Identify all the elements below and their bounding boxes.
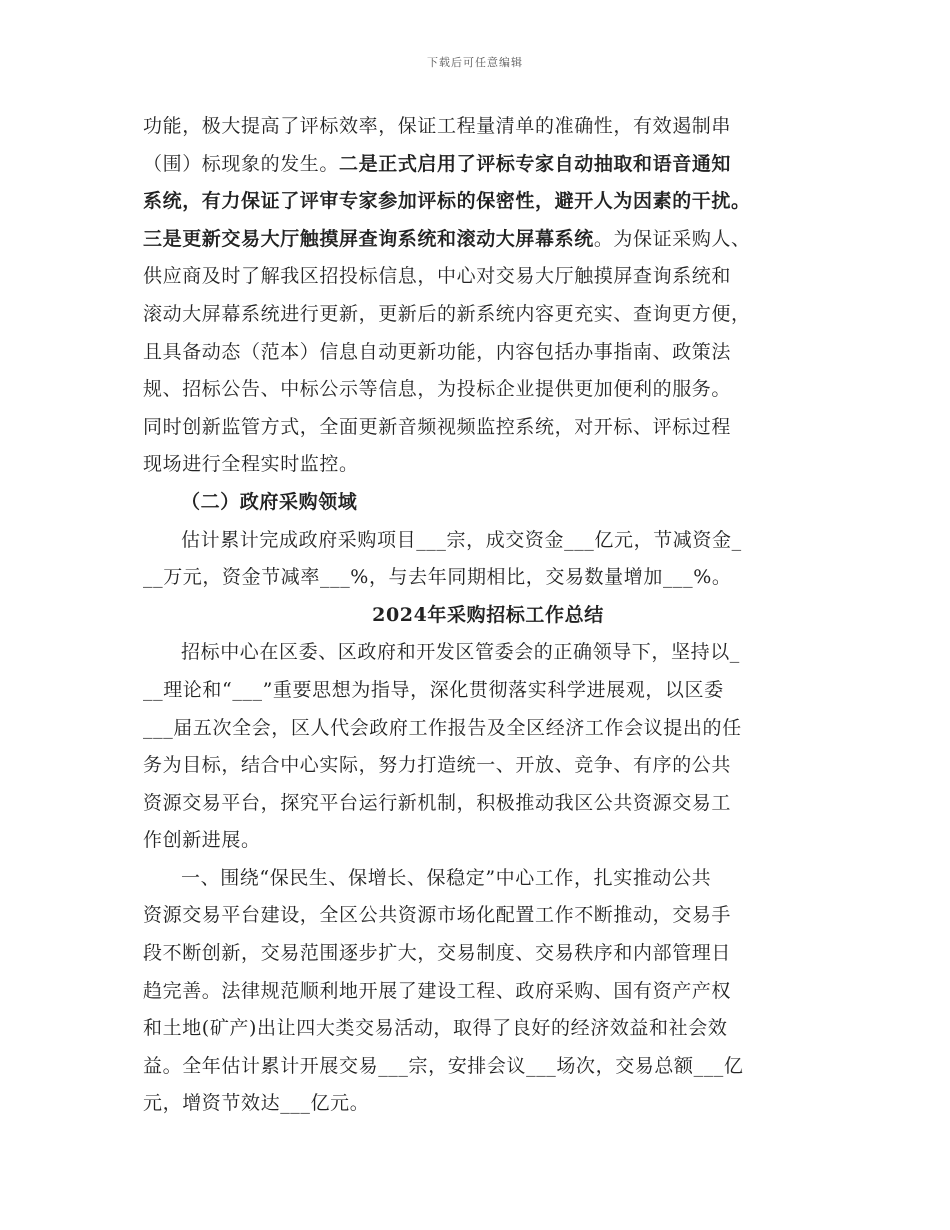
text-line — [143, 108, 833, 146]
page-header: 下载后可任意编辑 — [427, 56, 523, 69]
bold-text: 二是正式启用了评标专家自动抽取和语音通知 — [339, 152, 732, 175]
text-segment: 现场进行全程实时监控。 — [143, 453, 359, 476]
text-segment: 元，增资节效达___亿元。 — [143, 1092, 370, 1115]
text-line — [143, 258, 833, 296]
text-segment: 规、招标公告、中标公示等信息，为投标企业提供更加便利的服务。 — [143, 378, 732, 401]
bold-text: 2024年采购招标工作总结 — [372, 603, 604, 626]
text-line — [143, 183, 833, 221]
bold-text: 三是更新交易大厅触摸屏查询系统和滚动大屏幕系统 — [143, 227, 594, 250]
document-body — [143, 108, 833, 1123]
text-segment: 段不断创新，交易范围逐步扩大，交易制度、交易秩序和内部管理日 — [143, 942, 732, 965]
text-segment: 。为保证采购人、 — [593, 227, 751, 250]
text-line — [143, 146, 833, 184]
bold-text: （二）政府采购领域 — [181, 490, 358, 513]
text-line — [143, 409, 833, 447]
text-line — [143, 1048, 833, 1086]
text-line — [143, 860, 833, 898]
text-segment: 资源交易平台建设，全区公共资源市场化配置工作不断推动，交易手 — [143, 904, 732, 927]
text-line — [143, 935, 833, 973]
text-line — [143, 710, 833, 748]
text-segment: （围）标现象的发生。 — [143, 152, 340, 175]
text-line — [143, 634, 833, 672]
text-segment: 作创新进展。 — [143, 829, 261, 852]
text-line — [143, 221, 833, 259]
text-segment: ___届五次全会，区人代会政府工作报告及全区经济工作会议提出的任 — [143, 716, 742, 739]
text-segment: 招标中心在区委、区政府和开发区管委会的正确领导下，坚持以_ — [181, 641, 740, 664]
text-segment: 估计累计完成政府采购项目___宗，成交资金___亿元，节减资金_ — [181, 528, 742, 551]
text-line — [143, 672, 833, 710]
text-line — [143, 897, 833, 935]
text-line — [143, 334, 833, 372]
text-line — [143, 559, 833, 597]
text-segment: __万元，资金节减率___%，与去年同期相比，交易数量增加___%。 — [143, 566, 732, 589]
text-line — [143, 822, 833, 860]
text-segment: 且具备动态（范本）信息自动更新功能，内容包括办事指南、政策法 — [143, 340, 732, 363]
text-segment: 趋完善。法律规范顺利地开展了建设工程、政府采购、国有资产产权 — [143, 979, 732, 1002]
text-segment: 务为目标，结合中心实际，努力打造统一、开放、竞争、有序的公共 — [143, 754, 732, 777]
text-line — [143, 484, 833, 522]
text-line — [143, 446, 833, 484]
text-segment: 滚动大屏幕系统进行更新，更新后的新系统内容更充实、查询更方便， — [143, 302, 751, 325]
text-segment: 一、围绕“保民生、保增长、保稳定”中心工作，扎实推动公共 — [181, 866, 712, 889]
text-segment: __理论和“___”重要思想为指导，深化贯彻落实科学进展观，以区委 — [143, 678, 724, 701]
text-line — [143, 1010, 833, 1048]
text-line — [143, 973, 833, 1011]
text-line — [143, 371, 833, 409]
text-line — [143, 1085, 833, 1123]
text-line — [143, 785, 833, 823]
text-segment: 益。全年估计累计开展交易___宗，安排会议___场次，交易总额___亿 — [143, 1054, 744, 1077]
text-segment: 同时创新监管方式，全面更新音频视频监控系统，对开标、评标过程 — [143, 415, 732, 438]
text-segment: 供应商及时了解我区招投标信息，中心对交易大厅触摸屏查询系统和 — [143, 265, 732, 288]
bold-text: 系统，有力保证了评审专家参加评标的保密性，避开人为因素的干扰。 — [143, 190, 751, 213]
text-segment: 和土地(矿产)出让四大类交易活动，取得了良好的经济效益和社会效 — [143, 1017, 728, 1040]
section-title — [143, 597, 833, 635]
text-line — [143, 296, 833, 334]
text-line — [143, 747, 833, 785]
text-segment: 功能，极大提高了评标效率，保证工程量清单的准确性，有效遏制串 — [143, 115, 732, 137]
text-segment: 资源交易平台，探究平台运行新机制，积极推动我区公共资源交易工 — [143, 791, 732, 814]
text-line — [143, 522, 833, 560]
